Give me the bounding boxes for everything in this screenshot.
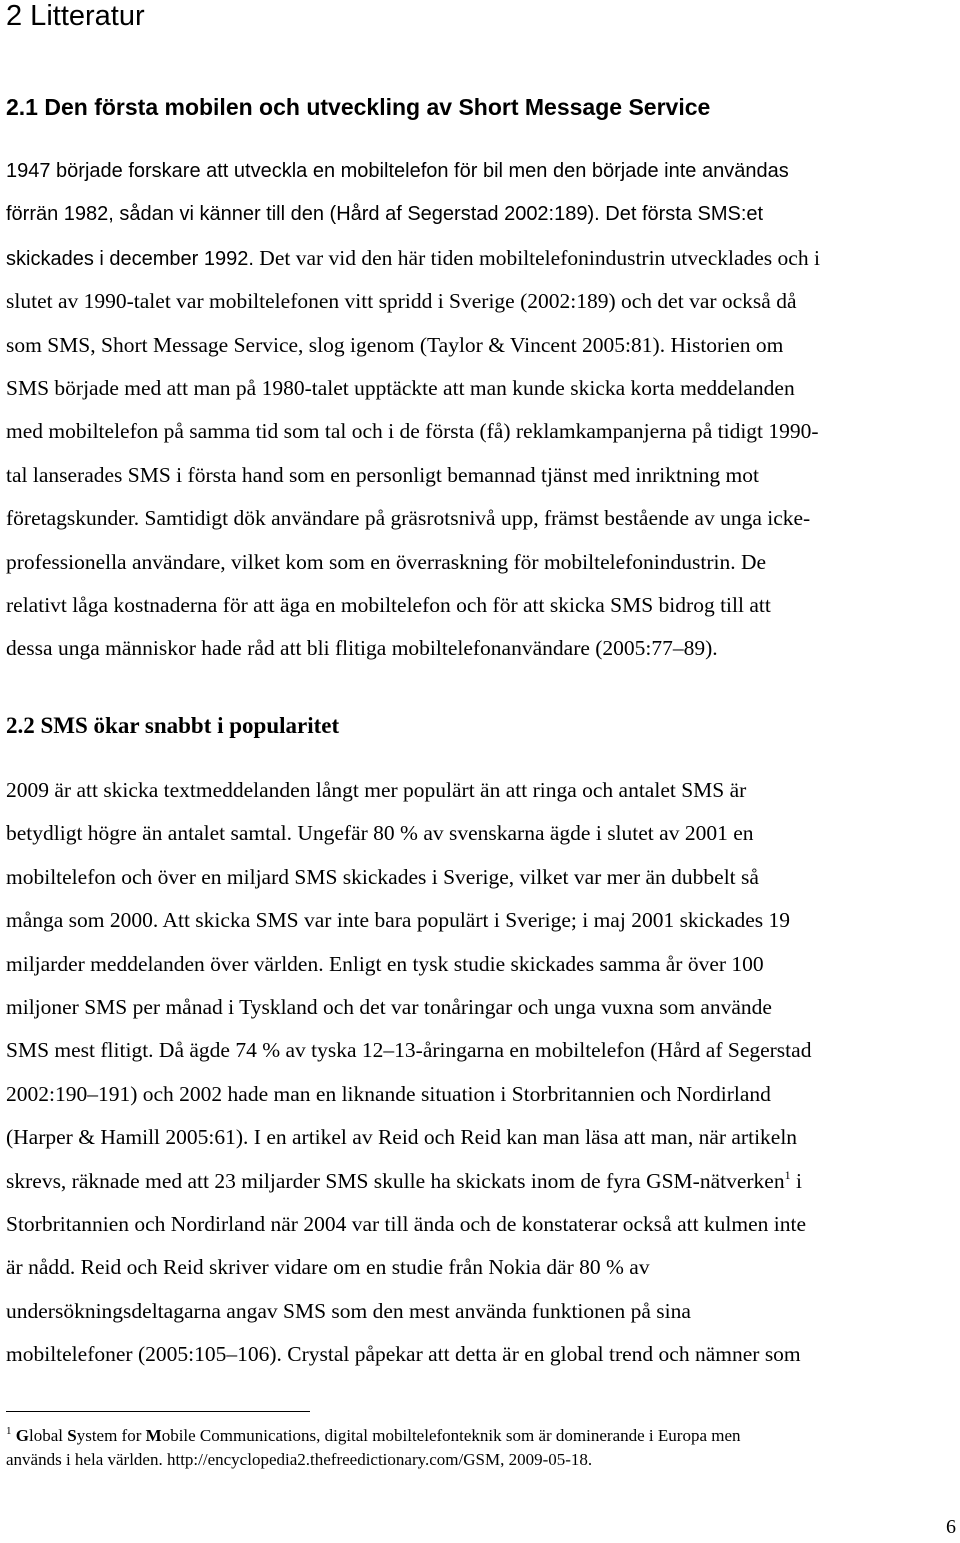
footnote-marker: 1 bbox=[6, 1425, 12, 1437]
text-line: slutet av 1990-talet var mobiltelefonen vitt spridd i Sverige (2002:189) och det var också då bbox=[6, 289, 797, 314]
footnote-bold-letter: S bbox=[67, 1426, 77, 1445]
text-run: obile Communications, digital mobiltelefonteknik som är dominerande i Europa men bbox=[161, 1426, 741, 1445]
text-line: förrän 1982, sådan vi känner till den (Hård af Segerstad 2002:189). Det första SMS:et bbox=[6, 203, 764, 226]
text-run: som SMS, Short Message Service, slog igenom (Taylor & Vincent 2005:81). bbox=[6, 332, 666, 357]
text-line bbox=[6, 324, 958, 367]
page-number: 6 bbox=[946, 1516, 956, 1538]
footnote-line bbox=[6, 1424, 741, 1448]
text-line bbox=[6, 237, 958, 280]
text-line: SMS började med att man på 1980-talet upptäckte att man kunde skicka korta meddelanden bbox=[6, 375, 795, 400]
text-line: mobiltelefon och över en miljard SMS skickades i Sverige, vilket var mer än dubbelt så bbox=[6, 864, 759, 889]
paragraph-2-1 bbox=[6, 150, 958, 671]
text-line: tal lanserades SMS i första hand som en personligt bemannad tjänst med inriktning mot bbox=[6, 462, 759, 487]
text-line: SMS mest flitigt. Då ägde 74 % av tyska 12–13-åringarna en mobiltelefon (Hård af Segerstad bbox=[6, 1038, 812, 1063]
text-line: undersökningsdeltagarna angav SMS som den mest använda funktionen på sina bbox=[6, 1298, 691, 1323]
paragraph-2-2 bbox=[6, 769, 958, 1376]
text-line: 2002:190–191) och 2002 hade man en liknande situation i Storbritannien och Nordirland bbox=[6, 1081, 771, 1106]
text-line: miljoner SMS per månad i Tyskland och det var tonåringar och unga vuxna som använde bbox=[6, 994, 772, 1019]
footnote-bold-letter: M bbox=[145, 1426, 162, 1445]
text-run: skickades i december 1992. bbox=[6, 247, 254, 270]
text-line: betydligt högre än antalet samtal. Ungefär 80 % av svenskarna ägde i slutet av 2001 en bbox=[6, 821, 754, 846]
text-run: Det var vid den här tiden mobiltelefonindustrin utvecklades och i bbox=[253, 245, 820, 270]
footnote-line: används i hela världen. http://encyclopedia2.thefreedictionary.com/GSM, 2009-05-18. bbox=[6, 1450, 593, 1469]
text-line: dessa unga människor hade råd att bli flitiga mobiltelefonanvändare (2005:77–89). bbox=[6, 636, 718, 661]
text-run: lobal bbox=[28, 1426, 68, 1445]
footnote bbox=[6, 1424, 741, 1472]
text-line: med mobiltelefon på samma tid som tal och i de första (få) reklamkampanjerna på tidigt 1990- bbox=[6, 419, 819, 444]
text-line bbox=[6, 1160, 958, 1203]
text-line: (Harper & Hamill 2005:61). I en artikel av Reid och Reid kan man läsa att man, när artikeln bbox=[6, 1125, 798, 1150]
text-line: 2009 är att skicka textmeddelanden långt mer populärt än att ringa och antalet SMS är bbox=[6, 778, 747, 802]
text-run: skrevs, räknade med att 23 miljarder SMS skulle ha skickats inom de fyra GSM-nätverken bbox=[6, 1168, 785, 1193]
text-run: i bbox=[790, 1168, 802, 1193]
text-run: Historien om bbox=[665, 332, 784, 357]
text-line: många som 2000. Att skicka SMS var inte bara populärt i Sverige; i maj 2001 skickades 19 bbox=[6, 908, 791, 933]
footnote-separator bbox=[6, 1411, 310, 1412]
footnote-bold-letter: G bbox=[15, 1426, 29, 1445]
footnote-reference[interactable]: 1 bbox=[784, 1167, 791, 1182]
text-line: Storbritannien och Nordirland när 2004 var till ända och de konstaterar också att kulmen inte bbox=[6, 1211, 807, 1236]
text-line: mobiltelefoner (2005:105–106). Crystal påpekar att detta är en global trend och nämner som bbox=[6, 1342, 801, 1367]
section-heading-2-1: 2.1 Den första mobilen och utveckling av Short Message Service bbox=[6, 94, 711, 120]
text-line: är nådd. Reid och Reid skriver vidare om en studie från Nokia där 80 % av bbox=[6, 1255, 650, 1280]
text-line: företagskunder. Samtidigt dök användare på gräsrotsnivå upp, främst bestående av unga icke- bbox=[6, 506, 811, 531]
section-heading-2-2: 2.2 SMS ökar snabbt i popularitet bbox=[6, 713, 340, 738]
text-line: relativt låga kostnaderna för att äga en mobiltelefon och för att skicka SMS bidrog till att bbox=[6, 592, 771, 617]
text-line: miljarder meddelanden över världen. Enligt en tysk studie skickades samma år över 100 bbox=[6, 951, 764, 976]
chapter-heading: 2 Litteratur bbox=[6, 0, 145, 32]
text-run: ystem for bbox=[76, 1426, 146, 1445]
text-line: 1947 började forskare att utveckla en mobiltelefon för bil men den började inte användas bbox=[6, 160, 789, 182]
text-line: professionella användare, vilket kom som en överraskning för mobiltelefonindustrin. De bbox=[6, 549, 767, 574]
